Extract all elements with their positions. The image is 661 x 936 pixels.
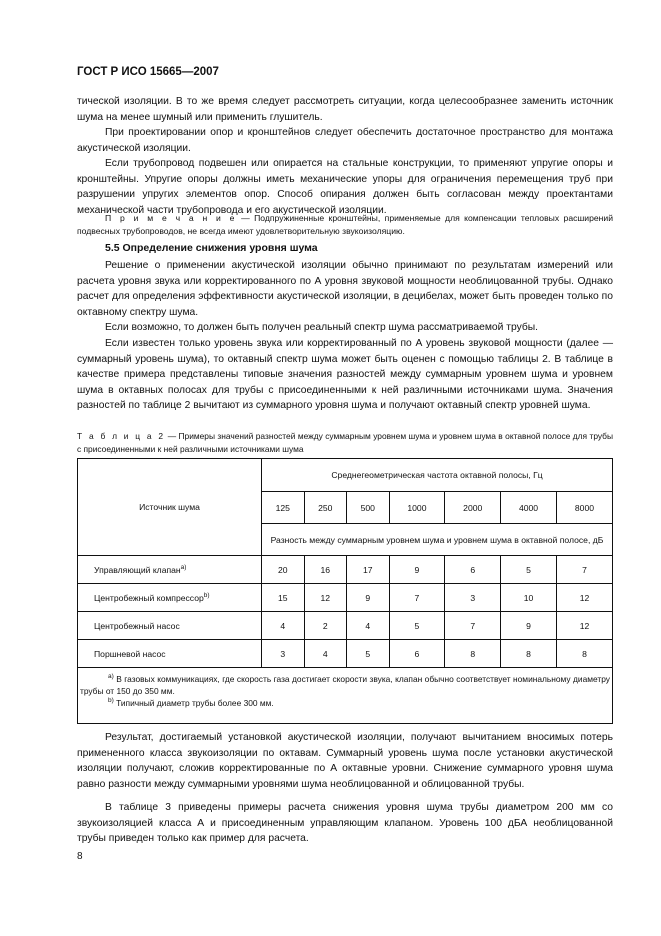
table-caption-label: Т а б л и ц а 2 xyxy=(77,431,166,441)
value-cell: 8 xyxy=(445,640,501,668)
value-cell: 2 xyxy=(304,612,347,640)
freq-cell: 8000 xyxy=(556,492,612,524)
value-cell: 4 xyxy=(262,612,305,640)
value-cell: 5 xyxy=(501,556,557,584)
header-difference: Разность между суммарным уровнем шума и уровнем шума в октавной полосе, дБ xyxy=(262,524,613,556)
freq-cell: 1000 xyxy=(389,492,445,524)
header-frequency: Среднегеометрическая частота октавной полосы, Гц xyxy=(262,459,613,492)
freq-cell: 500 xyxy=(347,492,390,524)
value-cell: 10 xyxy=(501,584,557,612)
table-caption xyxy=(77,430,613,455)
footnote-a-mark: а) xyxy=(108,673,114,680)
value-cell: 9 xyxy=(501,612,557,640)
row-source xyxy=(78,556,262,584)
row-source-name: Поршневой насос xyxy=(94,648,166,659)
paragraph-decision: Решение о применении акустической изоляции обычно принимают по результатам измерений или расчета уровня звука или корректированного по А уровня звуковой мощности необлицованной трубы. Однако расчет для определения эффективности акустической изоляции, в децибелах, может быть проведен только по октавному спектру шума. xyxy=(77,260,613,318)
value-cell: 5 xyxy=(389,612,445,640)
row-source-footnote: а) xyxy=(180,564,187,572)
note xyxy=(77,212,613,238)
value-cell: 7 xyxy=(389,584,445,612)
value-cell: 7 xyxy=(556,556,612,584)
footnote-b-text: Типичный диаметр трубы более 300 мм. xyxy=(113,697,274,708)
table-row xyxy=(78,584,613,612)
row-source xyxy=(78,640,262,668)
paragraph-continuation: тической изоляции. В то же время следует рассмотреть ситуации, когда целесообразнее заменить источник шума на менее шумный или применить глушитель. xyxy=(77,96,613,123)
note-text: — Подпружиненные кронштейны, применяемые для компенсации тепловых расширений подвесных трубопроводов, не всегда имеют удовлетворительную звукоизоляцию. xyxy=(77,213,613,236)
value-cell: 20 xyxy=(262,556,305,584)
footnote-a-text: В газовых коммуникациях, где скорость газа достигает скорости звука, клапан обычно соответствует номинальному диаметру трубы от 150 до 350 мм. xyxy=(80,673,610,697)
value-cell: 3 xyxy=(445,584,501,612)
table-row xyxy=(78,556,613,584)
value-cell: 15 xyxy=(262,584,305,612)
paragraph-elastic-supports: Если трубопровод подвешен или опирается на стальные конструкции, то применяют упругие опоры и кронштейны. Упругие опоры должны иметь механические упоры для ограничения перемещения труб при разрушении упругих элементов опор. Способ опирания должен быть согласован между проектантами механической части трубопровода и его акустической изоляции. xyxy=(77,158,613,216)
value-cell: 16 xyxy=(304,556,347,584)
value-cell: 17 xyxy=(347,556,390,584)
row-source xyxy=(78,612,262,640)
value-cell: 12 xyxy=(304,584,347,612)
paragraph-supports: При проектировании опор и кронштейнов следует обеспечить достаточное пространство для монтажа акустической изоляции. xyxy=(77,127,613,154)
value-cell: 6 xyxy=(445,556,501,584)
note-label: П р и м е ч а н и е xyxy=(105,213,237,223)
row-source-name: Управляющий клапан xyxy=(94,564,181,575)
table-row xyxy=(78,640,613,668)
value-cell: 6 xyxy=(389,640,445,668)
row-source-name: Центробежный компрессор xyxy=(94,592,204,603)
value-cell: 4 xyxy=(347,612,390,640)
value-cell: 12 xyxy=(556,584,612,612)
footnote-a xyxy=(80,671,610,698)
value-cell: 3 xyxy=(262,640,305,668)
document-header: ГОСТ Р ИСО 15665—2007 xyxy=(77,66,219,78)
header-source: Источник шума xyxy=(78,459,262,556)
row-source-name: Центробежный насос xyxy=(94,620,180,631)
paragraph-result: Результат, достигаемый установкой акустической изоляции, получают вычитанием вносимых потерь примененного класса звукоизоляции по октавам. Суммарный уровень шума после установки акустической изоляции получают, сложив корректированные по А октавные уровни. Снижение суммарного уровня шума равно разности между суммарными уровнями шума необлицованной и облицованной трубы. xyxy=(77,732,613,790)
value-cell: 8 xyxy=(501,640,557,668)
value-cell: 7 xyxy=(445,612,501,640)
freq-cell: 4000 xyxy=(501,492,557,524)
value-cell: 12 xyxy=(556,612,612,640)
value-cell: 8 xyxy=(556,640,612,668)
value-cell: 5 xyxy=(347,640,390,668)
table-caption-text: — Примеры значений разностей между суммарным уровнем шума и уровнем шума в октавной полосе для трубы с присоединенными к ней различными источниками шума xyxy=(77,431,613,454)
page-number: 8 xyxy=(77,851,83,862)
value-cell: 4 xyxy=(304,640,347,668)
table-row xyxy=(78,612,613,640)
paragraph-table3: В таблице 3 приведены примеры расчета снижения уровня шума трубы диаметром 200 мм со звукоизоляцией класса А и присоединенным управляющим клапаном. Уровень 100 дБА необлицованной трубы приведен только как пример для расчета. xyxy=(77,802,613,845)
value-cell: 9 xyxy=(389,556,445,584)
freq-cell: 2000 xyxy=(445,492,501,524)
row-source xyxy=(78,584,262,612)
value-cell: 9 xyxy=(347,584,390,612)
paragraph-real-spectrum: Если возможно, то должен быть получен реальный спектр шума рассматриваемой трубы. xyxy=(105,322,538,333)
row-source-footnote: b) xyxy=(203,592,210,600)
footnote-b-mark: b) xyxy=(108,697,114,704)
section-title: 5.5 Определение снижения уровня шума xyxy=(105,242,318,254)
freq-cell: 250 xyxy=(304,492,347,524)
footnote-b xyxy=(80,695,610,709)
freq-cell: 125 xyxy=(262,492,305,524)
paragraph-estimate: Если известен только уровень звука или корректированный по А уровень звуковой мощности (далее — суммарный уровень шума), то октавный спектр шума может быть оценен с помощью таблицы 2. В таблице в качестве примера представлены типовые значения разностей между суммарным уровнем шума и уровнем шума в октавных полосах для трубы с присоединенными к ней различными источниками шума. Значения разностей по таблице 2 вычитают из суммарного уровня шума и получают октавный спектр уровней шума. xyxy=(77,338,613,412)
